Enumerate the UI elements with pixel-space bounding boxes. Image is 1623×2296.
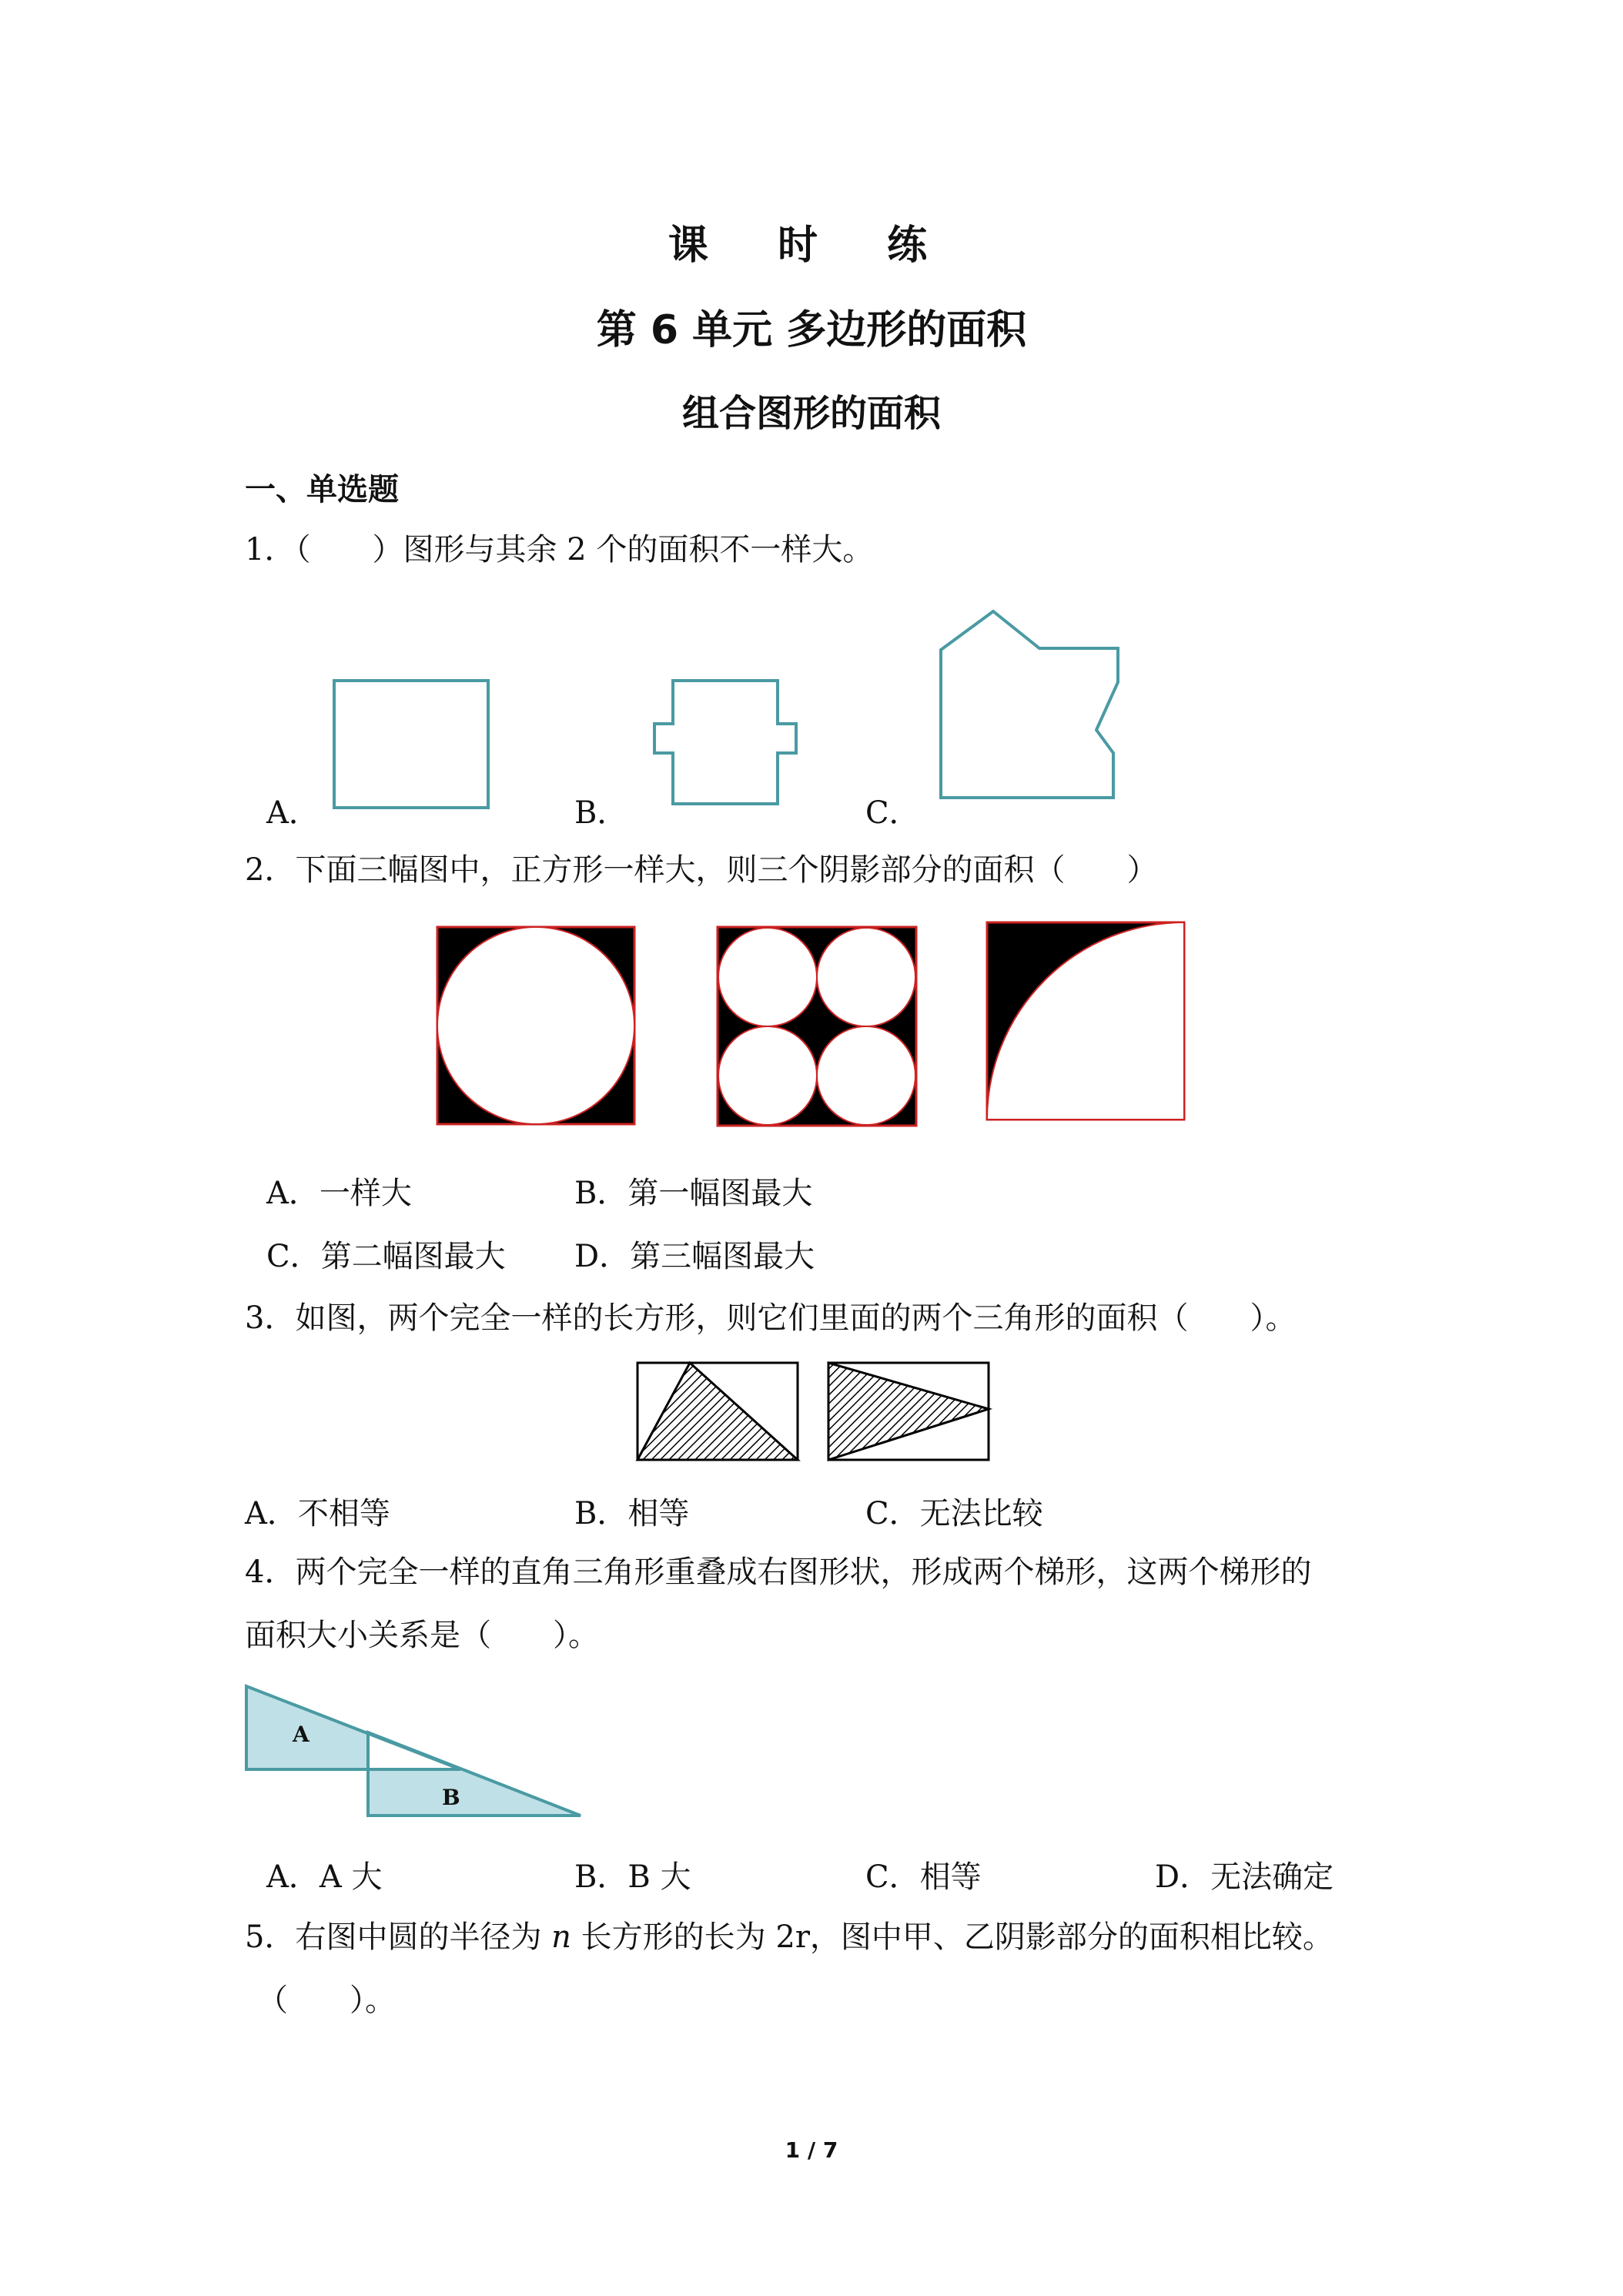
- question-5-line-1: [245, 1916, 1334, 1959]
- lesson-title: 组合图形的面积: [681, 392, 941, 435]
- question-2-text: 2．下面三幅图中，正方形一样大，则三个阴影部分的面积（ ）: [245, 852, 1158, 888]
- q2-figure-quarter-circle: [986, 921, 1186, 1121]
- q3-option-a[interactable]: A．不相等: [245, 1496, 390, 1531]
- q4-option-c[interactable]: C．相等: [865, 1859, 982, 1895]
- worksheet-title: 课 时 练: [668, 223, 955, 269]
- question-4-line-1: 4．两个完全一样的直角三角形重叠成右图形状，形成两个梯形，这两个梯形的: [245, 1555, 1312, 1590]
- q4-option-a[interactable]: A．A 大: [266, 1859, 383, 1895]
- unit-title: 第 6 单元 多边形的面积: [596, 307, 1027, 353]
- q1-figure-notched-rectangle: [647, 678, 801, 808]
- q5-text-pre: 5．右图中圆的半径为: [245, 1919, 552, 1955]
- q3-option-c[interactable]: C．无法比较: [865, 1496, 1043, 1531]
- q2-option-b[interactable]: B．第一幅图最大: [574, 1176, 813, 1211]
- q4-option-d[interactable]: D．无法确定: [1155, 1859, 1334, 1895]
- q3-option-b[interactable]: B．相等: [574, 1496, 690, 1531]
- q1-option-a[interactable]: A．: [266, 795, 320, 831]
- section-heading: 一、单选题: [245, 472, 399, 507]
- q5-text-post: 长方形的长为 2r，图中甲、乙阴影部分的面积相比较。: [571, 1919, 1334, 1955]
- q2-option-a[interactable]: A．一样大: [266, 1176, 412, 1211]
- q4-figure-overlapping-triangles: [245, 1685, 584, 1823]
- q4-option-b[interactable]: B．B 大: [574, 1859, 691, 1895]
- q1-figure-rectangle: [331, 678, 493, 808]
- question-4-line-2: 面积大小关系是（ ）。: [245, 1618, 599, 1653]
- question-1-text: 1．（ ）图形与其余 2 个的面积不一样大。: [245, 532, 874, 567]
- q2-option-d[interactable]: D．第三幅图最大: [574, 1239, 815, 1274]
- q2-option-c[interactable]: C．第二幅图最大: [266, 1239, 506, 1274]
- q5-variable: n: [551, 1919, 571, 1955]
- question-5-line-2: （ ）。: [257, 1983, 396, 2018]
- q1-option-b[interactable]: B．: [574, 795, 628, 831]
- q2-figure-four-circles: [716, 925, 918, 1127]
- q3-figure-left-rectangle: [636, 1361, 801, 1463]
- q4-label-b: B: [442, 1785, 460, 1810]
- q4-label-a: A: [293, 1722, 310, 1747]
- q1-option-c[interactable]: C．: [865, 795, 920, 831]
- q2-figure-one-circle: [436, 925, 636, 1126]
- q3-figure-right-rectangle: [827, 1361, 992, 1463]
- question-3-text: 3．如图，两个完全一样的长方形，则它们里面的两个三角形的面积（ ）。: [245, 1300, 1297, 1336]
- q1-figure-irregular-polygon: [938, 608, 1130, 808]
- page-number: 1 / 7: [785, 2137, 838, 2163]
